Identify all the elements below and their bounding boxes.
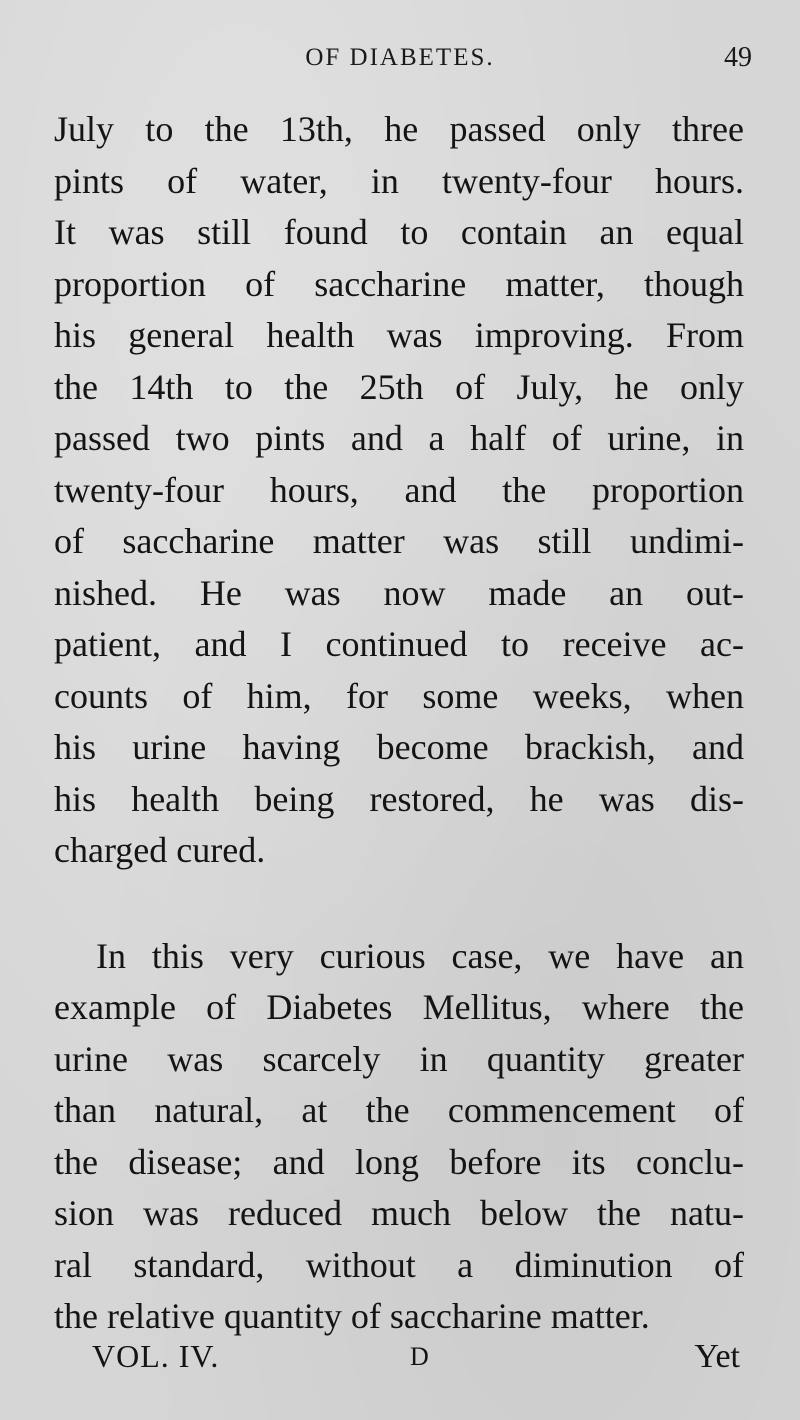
text-line: his urine having become brackish, and [54,727,744,767]
paragraph-spacer [54,877,744,931]
text-line: proportion of saccharine matter, though [54,263,744,304]
text-line: pints of water, in twenty-four hours. [54,160,744,201]
text-line: passed two pints and a half of urine, in [54,418,744,458]
text-line: the disease; and long before its conclu- [54,1141,744,1182]
text-line: of saccharine matter was still undimi- [54,521,744,561]
body-text [54,104,744,1343]
paragraph-2 [54,931,744,1343]
text-line: patient, and I continued to receive ac- [54,624,744,664]
text-line: counts of him, for some weeks, when [54,675,744,716]
running-title: OF DIABETES. [305,44,495,71]
paragraph-1 [54,104,744,877]
text-line: ral standard, without a diminution of [54,1244,744,1285]
catchword: Yet [694,1338,740,1375]
text-line: than natural, at the commencement of [54,1090,744,1130]
text-line: his general health was improving. From [54,315,744,355]
volume-mark: VOL. IV. [92,1338,220,1374]
page-footer [0,1338,800,1382]
page-number: 49 [724,42,752,73]
text-line: nished. He was now made an out- [54,572,744,613]
text-line: example of Diabetes Mellitus, where the [54,987,744,1027]
text-line: his health being restored, he was dis- [54,778,744,819]
text-line: urine was scarcely in quantity greater [54,1038,744,1079]
text-line: the relative quantity of saccharine matter. [54,1296,650,1336]
running-head [0,44,800,80]
text-line: the 14th to the 25th of July, he only [54,366,744,407]
text-line: twenty-four hours, and the proportion [54,469,744,510]
text-line: sion was reduced much below the natu- [54,1193,744,1233]
text-line: charged cured. [54,830,266,870]
text-line: July to the 13th, he passed only three [54,109,744,149]
text-line: In this very curious case, we have an [96,935,744,976]
text-line: It was still found to contain an equal [54,212,744,252]
signature-mark: D [410,1342,429,1371]
